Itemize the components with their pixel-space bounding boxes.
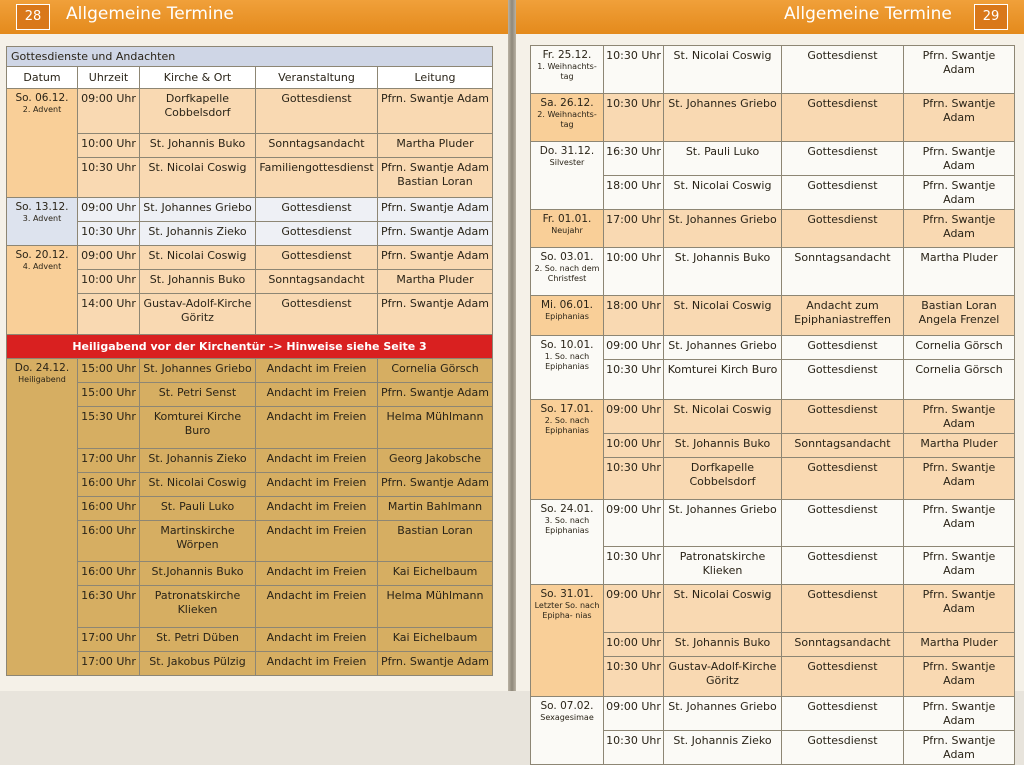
right-page	[516, 0, 1024, 761]
notice-banner: Heiligabend vor der Kirchentür -> Hinweise siehe Seite 3	[7, 335, 493, 359]
event-cell: Andacht im Freien	[256, 628, 378, 652]
lead-cell: Bastian Loran	[378, 521, 493, 562]
date-sublabel: 3. So. nach Epiphanias	[544, 516, 590, 535]
event-cell: Andacht im Freien	[256, 407, 378, 449]
time-cell: 18:00 Uhr	[604, 296, 664, 336]
lead-cell: Pfrn. Swantje Adam	[904, 400, 1015, 434]
date-cell	[531, 248, 604, 296]
event-cell: Gottesdienst	[782, 360, 904, 400]
lead-cell: Pfrn. Swantje Adam	[378, 246, 493, 270]
event-cell: Andacht im Freien	[256, 497, 378, 521]
time-cell: 10:00 Uhr	[78, 134, 140, 158]
date-label: Do. 24.12.	[14, 362, 70, 374]
place-cell: Dorfkapelle Cobbelsdorf	[140, 89, 256, 134]
time-cell: 10:30 Uhr	[604, 46, 664, 94]
table-row	[7, 652, 493, 676]
place-cell: St. Johannes Griebo	[664, 697, 782, 731]
time-cell: 16:00 Uhr	[78, 473, 140, 497]
time-cell: 10:30 Uhr	[604, 657, 664, 697]
event-cell: Andacht zum Epiphaniastreffen	[782, 296, 904, 336]
left-page	[0, 0, 508, 691]
time-cell: 17:00 Uhr	[78, 652, 140, 676]
place-cell: St. Johannis Buko	[664, 434, 782, 458]
lead-cell: Pfrn. Swantje Adam	[378, 294, 493, 335]
place-cell: St. Johannis Buko	[664, 633, 782, 657]
place-cell: St. Nicolai Coswig	[664, 400, 782, 434]
event-cell: Sonntagsandacht	[256, 134, 378, 158]
table-row	[531, 731, 1015, 765]
date-label: So. 17.01.	[540, 403, 594, 415]
table-row	[531, 296, 1015, 336]
place-cell: St. Nicolai Coswig	[664, 46, 782, 94]
date-label: So. 07.02.	[540, 700, 594, 712]
time-cell: 10:00 Uhr	[604, 248, 664, 296]
date-cell	[531, 400, 604, 500]
lead-cell: Cornelia Görsch	[904, 360, 1015, 400]
date-cell	[531, 210, 604, 248]
time-cell: 09:00 Uhr	[604, 336, 664, 360]
date-sublabel: 2. Advent	[22, 105, 62, 114]
table-row	[7, 449, 493, 473]
event-cell: Andacht im Freien	[256, 652, 378, 676]
date-cell	[531, 296, 604, 336]
time-cell: 10:30 Uhr	[78, 158, 140, 198]
time-cell: 16:30 Uhr	[78, 586, 140, 628]
event-cell: Gottesdienst	[782, 142, 904, 176]
lead-cell: Pfrn. Swantje Adam	[904, 210, 1015, 248]
lead-cell: Pfrn. Swantje Adam	[904, 697, 1015, 731]
time-cell: 09:00 Uhr	[78, 246, 140, 270]
table-row	[531, 336, 1015, 360]
table-row	[7, 158, 493, 198]
right-page-number: 29	[974, 4, 1008, 30]
place-cell: Patronatskirche Klieken	[140, 586, 256, 628]
date-sublabel: 3. Advent	[22, 214, 62, 223]
date-sublabel: Epiphanias	[545, 312, 589, 321]
table-row	[7, 294, 493, 335]
place-cell: St. Nicolai Coswig	[664, 296, 782, 336]
place-cell: St. Johannis Buko	[664, 248, 782, 296]
column-header: Veranstaltung	[256, 67, 378, 89]
place-cell: St. Johannes Griebo	[664, 210, 782, 248]
time-cell: 09:00 Uhr	[604, 400, 664, 434]
column-header: Kirche & Ort	[140, 67, 256, 89]
date-sublabel: Heiligabend	[18, 375, 66, 384]
right-schedule-table	[530, 45, 1015, 765]
event-cell: Andacht im Freien	[256, 383, 378, 407]
table-row	[531, 210, 1015, 248]
table-row	[7, 89, 493, 134]
date-cell	[531, 697, 604, 765]
place-cell: St. Johannis Buko	[140, 134, 256, 158]
time-cell: 09:00 Uhr	[604, 500, 664, 547]
place-cell: St. Johannes Griebo	[140, 359, 256, 383]
date-cell	[7, 359, 78, 676]
right-page-title: Allgemeine Termine	[784, 4, 952, 24]
place-cell: St. Nicolai Coswig	[664, 176, 782, 210]
table-row	[7, 521, 493, 562]
date-label: Sa. 26.12.	[540, 97, 594, 109]
table-row	[531, 176, 1015, 210]
table-row	[531, 434, 1015, 458]
right-header-bar	[516, 0, 1024, 34]
place-cell: St. Johannes Griebo	[664, 500, 782, 547]
place-cell: St. Jakobus Pülzig	[140, 652, 256, 676]
date-cell	[7, 198, 78, 246]
place-cell: Gustav-Adolf-Kirche Göritz	[140, 294, 256, 335]
table-row	[531, 633, 1015, 657]
date-label: Fr. 01.01.	[542, 213, 592, 225]
place-cell: Patronatskirche Klieken	[664, 547, 782, 585]
table-row	[531, 94, 1015, 142]
table-row	[531, 500, 1015, 547]
left-schedule-table	[6, 46, 493, 676]
table-row	[7, 407, 493, 449]
table-row	[7, 383, 493, 407]
event-cell: Andacht im Freien	[256, 449, 378, 473]
date-label: So. 03.01.	[540, 251, 594, 263]
time-cell: 10:00 Uhr	[604, 434, 664, 458]
table-row	[7, 359, 493, 383]
date-sublabel: Neujahr	[551, 226, 583, 235]
event-cell: Gottesdienst	[782, 176, 904, 210]
place-cell: St. Johannis Buko	[140, 270, 256, 294]
table-row	[531, 458, 1015, 500]
lead-cell: Kai Eichelbaum	[378, 628, 493, 652]
table-row	[531, 360, 1015, 400]
event-cell: Sonntagsandacht	[782, 633, 904, 657]
event-cell: Gottesdienst	[782, 400, 904, 434]
time-cell: 17:00 Uhr	[78, 449, 140, 473]
event-cell: Gottesdienst	[782, 585, 904, 633]
event-cell: Andacht im Freien	[256, 562, 378, 586]
lead-cell: Helma Mühlmann	[378, 407, 493, 449]
table-row	[7, 134, 493, 158]
lead-cell: Pfrn. Swantje Adam	[904, 731, 1015, 765]
lead-cell: Martha Pluder	[904, 434, 1015, 458]
notice-banner-row	[7, 335, 493, 359]
time-cell: 09:00 Uhr	[78, 89, 140, 134]
event-cell: Andacht im Freien	[256, 586, 378, 628]
table-row	[7, 628, 493, 652]
event-cell: Andacht im Freien	[256, 521, 378, 562]
time-cell: 09:00 Uhr	[604, 585, 664, 633]
table-row	[7, 473, 493, 497]
table-row	[7, 270, 493, 294]
lead-cell: Pfrn. Swantje Adam	[904, 657, 1015, 697]
table-row	[531, 585, 1015, 633]
place-cell: St.Johannis Buko	[140, 562, 256, 586]
time-cell: 10:30 Uhr	[604, 731, 664, 765]
time-cell: 18:00 Uhr	[604, 176, 664, 210]
date-sublabel: Silvester	[549, 158, 585, 167]
event-cell: Gottesdienst	[782, 547, 904, 585]
date-label: Fr. 25.12.	[542, 49, 592, 61]
lead-cell: Pfrn. Swantje Adam	[378, 473, 493, 497]
place-cell: St. Nicolai Coswig	[140, 158, 256, 198]
date-cell	[531, 585, 604, 697]
date-sublabel: 4. Advent	[22, 262, 62, 271]
event-cell: Gottesdienst	[256, 89, 378, 134]
lead-cell: Martha Pluder	[904, 248, 1015, 296]
place-cell: Dorfkapelle Cobbelsdorf	[664, 458, 782, 500]
place-cell: St. Nicolai Coswig	[140, 246, 256, 270]
lead-cell: Pfrn. Swantje Adam	[904, 500, 1015, 547]
date-cell	[7, 89, 78, 198]
lead-cell: Martin Bahlmann	[378, 497, 493, 521]
date-label: So. 10.01.	[540, 339, 594, 351]
date-sublabel: Sexagesimae	[540, 713, 594, 722]
place-cell: St. Nicolai Coswig	[664, 585, 782, 633]
event-cell: Gottesdienst	[256, 294, 378, 335]
date-label: So. 31.01.	[540, 588, 594, 600]
lead-cell: Pfrn. Swantje Adam	[904, 94, 1015, 142]
date-cell	[531, 46, 604, 94]
lead-cell: Pfrn. Swantje Adam	[378, 383, 493, 407]
event-cell: Sonntagsandacht	[782, 434, 904, 458]
lead-cell: Martha Pluder	[378, 270, 493, 294]
lead-cell: Pfrn. Swantje Adam	[904, 585, 1015, 633]
lead-cell: Pfrn. Swantje Adam	[904, 547, 1015, 585]
table-row	[531, 142, 1015, 176]
date-label: Mi. 06.01.	[540, 299, 594, 311]
place-cell: St. Johannes Griebo	[664, 94, 782, 142]
date-label: Do. 31.12.	[539, 145, 595, 157]
lead-cell: Cornelia Görsch	[378, 359, 493, 383]
time-cell: 10:30 Uhr	[604, 360, 664, 400]
event-cell: Gottesdienst	[256, 246, 378, 270]
time-cell: 17:00 Uhr	[78, 628, 140, 652]
date-sublabel: 2. So. nach Epiphanias	[544, 416, 590, 435]
table-row	[531, 400, 1015, 434]
section-title-row	[7, 47, 493, 67]
date-sublabel: 2. So. nach dem Christfest	[534, 264, 600, 283]
event-cell: Gottesdienst	[782, 336, 904, 360]
place-cell: St. Johannes Griebo	[664, 336, 782, 360]
event-cell: Gottesdienst	[256, 198, 378, 222]
date-label: So. 06.12.	[15, 92, 69, 104]
place-cell: St. Petri Düben	[140, 628, 256, 652]
lead-cell: Pfrn. Swantje Adam	[378, 652, 493, 676]
lead-cell: Pfrn. Swantje Adam	[904, 46, 1015, 94]
book-gutter	[508, 0, 516, 691]
event-cell: Gottesdienst	[782, 731, 904, 765]
event-cell: Sonntagsandacht	[782, 248, 904, 296]
date-sublabel: 1. So. nach Epiphanias	[544, 352, 590, 371]
table-row	[531, 657, 1015, 697]
header-row	[7, 67, 493, 89]
event-cell: Sonntagsandacht	[256, 270, 378, 294]
lead-cell: Pfrn. Swantje Adam	[378, 198, 493, 222]
place-cell: St. Johannis Zieko	[664, 731, 782, 765]
place-cell: Komturei Kirch Buro	[664, 360, 782, 400]
time-cell: 09:00 Uhr	[78, 198, 140, 222]
lead-cell: Pfrn. Swantje Adam Bastian Loran	[378, 158, 493, 198]
date-sublabel: Letzter So. nach Epipha- nias	[534, 601, 600, 620]
time-cell: 10:30 Uhr	[604, 458, 664, 500]
time-cell: 10:00 Uhr	[604, 633, 664, 657]
time-cell: 15:00 Uhr	[78, 359, 140, 383]
event-cell: Andacht im Freien	[256, 359, 378, 383]
place-cell: Komturei Kirche Buro	[140, 407, 256, 449]
date-cell	[7, 246, 78, 335]
date-label: So. 20.12.	[15, 249, 69, 261]
date-cell	[531, 142, 604, 210]
date-cell	[531, 94, 604, 142]
column-header: Leitung	[378, 67, 493, 89]
time-cell: 10:30 Uhr	[604, 547, 664, 585]
event-cell: Gottesdienst	[256, 222, 378, 246]
event-cell: Gottesdienst	[782, 697, 904, 731]
time-cell: 10:00 Uhr	[78, 270, 140, 294]
time-cell: 16:30 Uhr	[604, 142, 664, 176]
lead-cell: Georg Jakobsche	[378, 449, 493, 473]
table-row	[531, 46, 1015, 94]
place-cell: St. Nicolai Coswig	[140, 473, 256, 497]
lead-cell: Helma Mühlmann	[378, 586, 493, 628]
time-cell: 16:00 Uhr	[78, 497, 140, 521]
time-cell: 09:00 Uhr	[604, 697, 664, 731]
time-cell: 17:00 Uhr	[604, 210, 664, 248]
lead-cell: Pfrn. Swantje Adam	[378, 89, 493, 134]
place-cell: St. Pauli Luko	[664, 142, 782, 176]
place-cell: St. Johannis Zieko	[140, 222, 256, 246]
time-cell: 10:30 Uhr	[604, 94, 664, 142]
lead-cell: Pfrn. Swantje Adam	[904, 176, 1015, 210]
column-header: Datum	[7, 67, 78, 89]
time-cell: 14:00 Uhr	[78, 294, 140, 335]
lead-cell: Bastian Loran Angela Frenzel	[904, 296, 1015, 336]
table-row	[7, 246, 493, 270]
left-page-title: Allgemeine Termine	[66, 4, 234, 24]
date-cell	[531, 500, 604, 585]
left-page-number: 28	[16, 4, 50, 30]
table-row	[7, 562, 493, 586]
place-cell: Martinskirche Wörpen	[140, 521, 256, 562]
event-cell: Gottesdienst	[782, 458, 904, 500]
lead-cell: Martha Pluder	[904, 633, 1015, 657]
lead-cell: Pfrn. Swantje Adam	[378, 222, 493, 246]
column-header: Uhrzeit	[78, 67, 140, 89]
lead-cell: Martha Pluder	[378, 134, 493, 158]
table-row	[531, 547, 1015, 585]
table-row	[7, 497, 493, 521]
event-cell: Gottesdienst	[782, 500, 904, 547]
time-cell: 10:30 Uhr	[78, 222, 140, 246]
lead-cell: Cornelia Görsch	[904, 336, 1015, 360]
time-cell: 15:00 Uhr	[78, 383, 140, 407]
lead-cell: Pfrn. Swantje Adam	[904, 458, 1015, 500]
event-cell: Gottesdienst	[782, 46, 904, 94]
lead-cell: Pfrn. Swantje Adam	[904, 142, 1015, 176]
table-row	[531, 697, 1015, 731]
date-label: So. 24.01.	[540, 503, 594, 515]
table-row	[531, 248, 1015, 296]
date-label: So. 13.12.	[15, 201, 69, 213]
date-sublabel: 1. Weihnachts- tag	[537, 62, 597, 81]
event-cell: Andacht im Freien	[256, 473, 378, 497]
event-cell: Familiengottesdienst	[256, 158, 378, 198]
time-cell: 16:00 Uhr	[78, 521, 140, 562]
time-cell: 16:00 Uhr	[78, 562, 140, 586]
date-sublabel: 2. Weihnachts- tag	[537, 110, 597, 129]
place-cell: St. Petri Senst	[140, 383, 256, 407]
section-title: Gottesdienste und Andachten	[7, 47, 493, 67]
time-cell: 15:30 Uhr	[78, 407, 140, 449]
table-row	[7, 222, 493, 246]
place-cell: St. Johannes Griebo	[140, 198, 256, 222]
table-row	[7, 198, 493, 222]
left-header-bar	[0, 0, 508, 34]
lead-cell: Kai Eichelbaum	[378, 562, 493, 586]
place-cell: St. Pauli Luko	[140, 497, 256, 521]
place-cell: Gustav-Adolf-Kirche Göritz	[664, 657, 782, 697]
date-cell	[531, 336, 604, 400]
table-row	[7, 586, 493, 628]
event-cell: Gottesdienst	[782, 657, 904, 697]
place-cell: St. Johannis Zieko	[140, 449, 256, 473]
event-cell: Gottesdienst	[782, 94, 904, 142]
event-cell: Gottesdienst	[782, 210, 904, 248]
